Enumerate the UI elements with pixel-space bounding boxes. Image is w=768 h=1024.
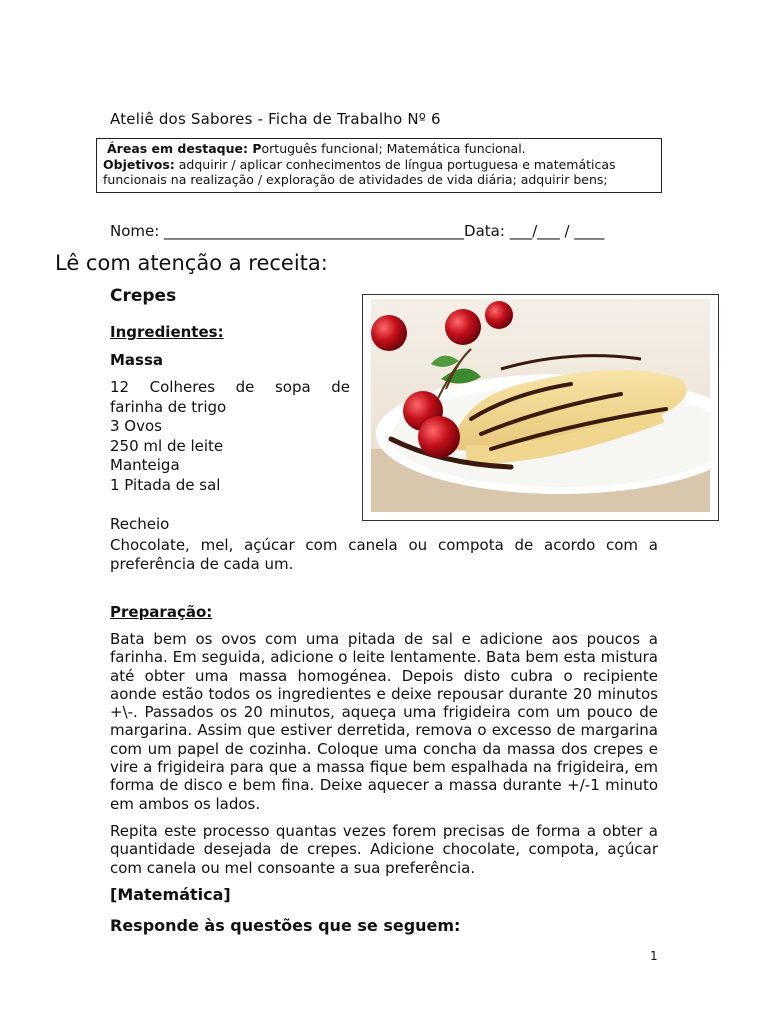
objectives-line — [103, 157, 655, 188]
preparation-paragraph-2: Repita este processo quantas vezes forem precisas de forma a obter a quantidade desejada de crepes. Adicione chocolate, compota, açúcar com canela ou mel consoante a sua preferência. — [110, 822, 658, 877]
filling-heading: Recheio — [110, 515, 170, 533]
worksheet-title: Ateliê dos Sabores - Ficha de Trabalho Nº 6 — [110, 110, 441, 128]
crepes-photo-frame — [362, 294, 719, 521]
math-section-tag: [Matemática] — [110, 885, 231, 904]
questions-heading: Responde às questões que se seguem: — [110, 916, 461, 935]
ingredient-item: 250 ml de leite — [110, 436, 224, 455]
objectives-value: adquirir / aplicar conhecimentos de língua portuguesa e matemáticas funcionais na realização / exploração de atividades de vida diária; adquirir bens; — [103, 156, 616, 187]
ingredient-item: 3 Ovos — [110, 417, 162, 435]
info-box — [96, 138, 662, 193]
preparation-paragraph-1: Bata bem os ovos com uma pitada de sal e adicione aos poucos a farinha. Em seguida, adicione o leite lentamente. Bata bem esta mistura até obter uma massa homogénea. Depois disto cubra o recipiente aonde estão todos os ingredientes e deixe repousar durante 20 minutos +\-. Passados os 20 minutos, aqueça uma frigideira com um pouco de margarina. Assim que estiver derretida, remova o excesso de margarina com um papel de cozinha. Coloque uma concha da massa dos crepes e vire a frigideira para que a massa fique bem espalhada na frigideira, em forma de disco e bem fina. Deixe aquecer a massa durante +/-1 minuto em ambos os lados. — [110, 630, 658, 813]
ingredient-item-continuation: farinha de trigo — [110, 397, 227, 416]
areas-value: ortuguês funcional; Matemática funcional. — [261, 141, 526, 156]
ingredient-list — [110, 378, 350, 495]
areas-line — [103, 141, 655, 157]
ingredient-item: Manteiga — [110, 456, 180, 474]
filling-text: Chocolate, mel, açúcar com canela ou compota de acordo com a preferência de cada um. — [110, 536, 658, 573]
crepes-photo-icon — [371, 299, 710, 512]
ingredient-item: 1 Pitada de sal — [110, 475, 221, 494]
areas-label: Áreas em destaque: P — [107, 141, 262, 156]
ingredients-heading: Ingredientes: — [110, 323, 224, 341]
massa-heading: Massa — [110, 351, 164, 369]
preparation-heading: Preparação: — [110, 603, 213, 621]
ingredient-item: 12 Colheres de sopa de — [110, 378, 350, 396]
lead-instruction: Lê com atenção a receita: — [55, 251, 328, 275]
page-number: 1 — [650, 949, 658, 963]
name-date-line: Nome: ________________________________________Data: ___/___ / ____ — [110, 222, 605, 240]
recipe-title: Crepes — [110, 286, 177, 306]
objectives-label: Objetivos: — [103, 156, 175, 172]
